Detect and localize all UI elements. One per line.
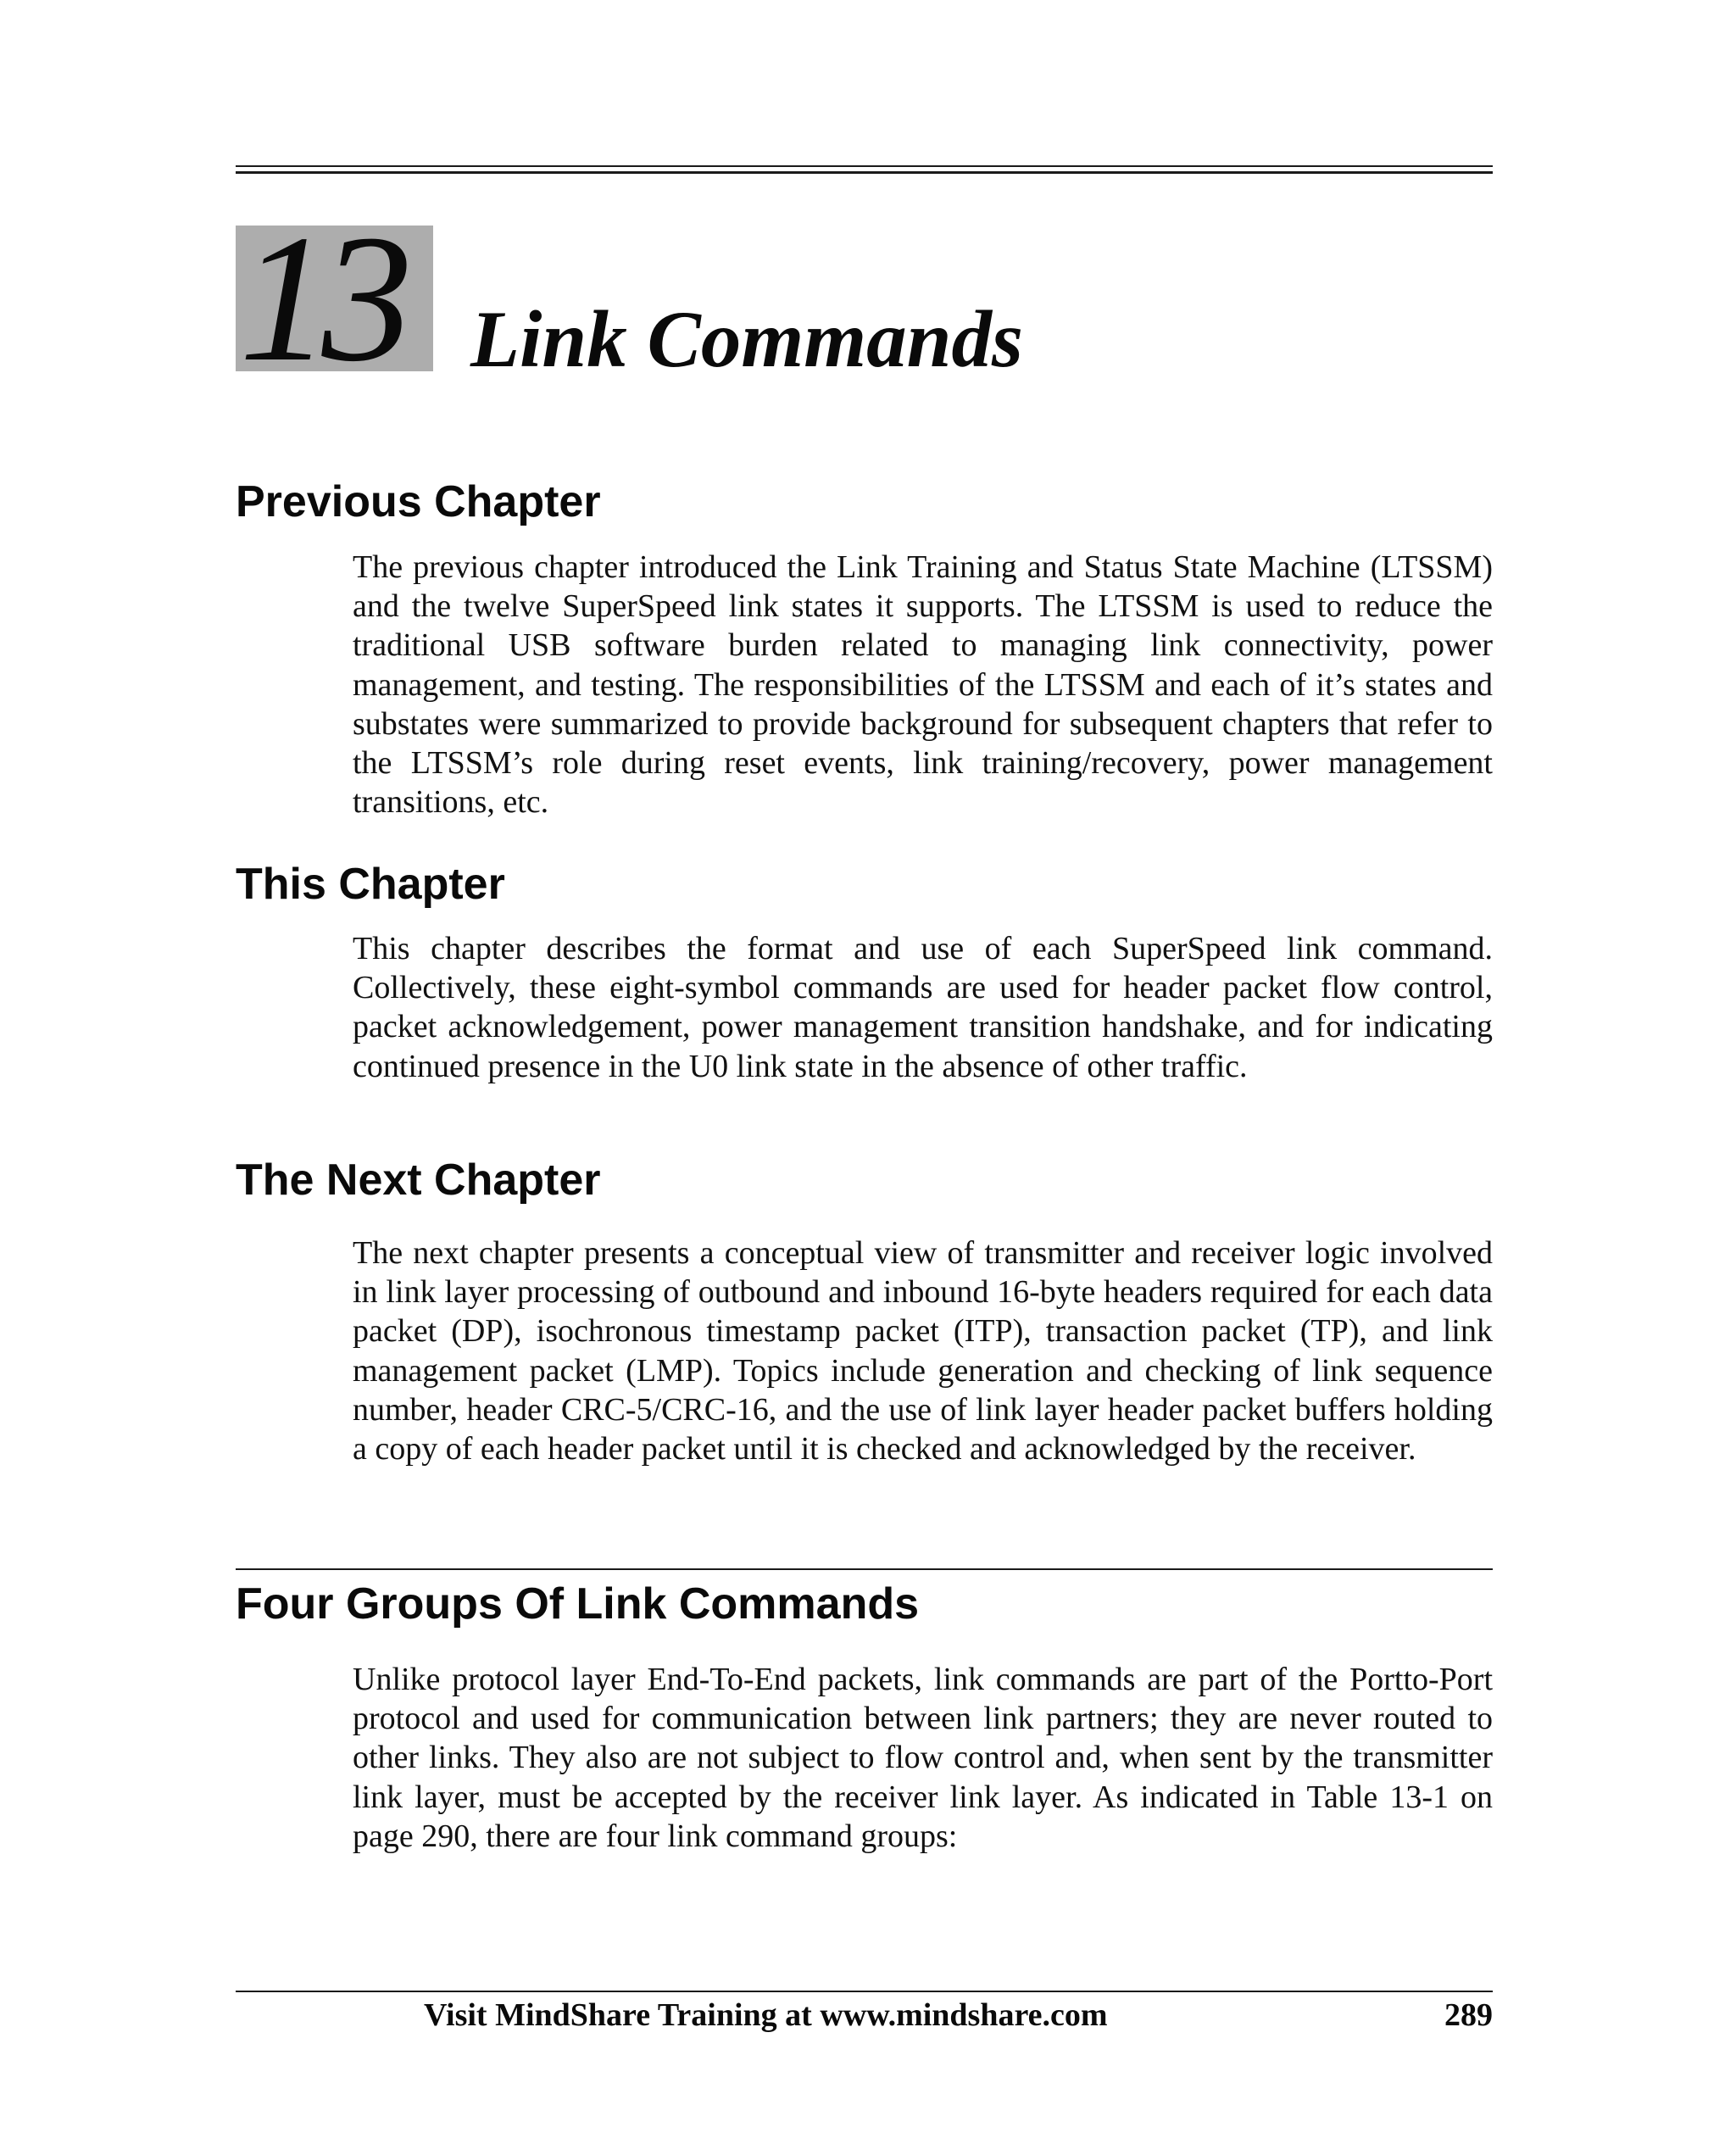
page-number: 289 [1444,1997,1493,2033]
header-rule-thick [236,171,1493,174]
footer-link-text: Visit MindShare Training at www.mindshare.com [424,1997,1108,2033]
section-heading-next-chapter: The Next Chapter [236,1156,601,1205]
section-body-next-chapter: The next chapter presents a conceptual view of transmitter and receiver logic involved in link layer processing of outbound and inbound 16-byte headers required for each data packet (DP), isochronous timestamp packet (ITP), transaction packet (TP), and link management packet (LMP). Topics include generation and checking of link sequence number, header CRC-5/CRC-16, and the use of link layer header packet buffers holding a copy of each header packet until it is checked and acknowledged by the receiver. [353,1235,1493,1467]
chapter-number: 13 [239,226,404,371]
header-rule-thin [236,165,1493,167]
section-heading-four-groups: Four Groups Of Link Commands [236,1579,920,1629]
section-body-previous-chapter: The previous chapter introduced the Link Training and Status State Machine (LTSSM) and the twelve SuperSpeed link states it supports. The LTSSM is used to reduce the traditional USB software burden related to managing link connectivity, power management, and testing. The responsibilities of the LTSSM and each of it’s states and substates were summarized to provide background for subsequent chapters that refer to the LTSSM’s role during reset events, link training/recovery, power management transitions, etc. [353,549,1493,821]
section-body-four-groups: Unlike protocol layer End-To-End packets, link commands are part of the Portto-Port protocol and used for communication between link partners; they are never routed to other links. They also are not subject to flow control and, when sent by the transmitter link layer, must be accepted by the receiver link layer. As indicated in Table 13-1 on page 290, there are four link command groups: [353,1662,1493,1854]
footer-rule [236,1991,1493,1992]
section-heading-this-chapter: This Chapter [236,860,505,909]
section-heading-previous-chapter: Previous Chapter [236,477,601,526]
section-body-this-chapter: This chapter describes the format and use of each SuperSpeed link command. Collectively, these eight-symbol commands are used for header packet flow control, packet acknowledgement, power management transition handshake, and for indicating continued presence in the U0 link state in the absence of other traffic. [353,931,1493,1084]
section-divider [236,1568,1493,1570]
chapter-number-box [236,226,433,371]
chapter-title: Link Commands [470,294,1023,384]
